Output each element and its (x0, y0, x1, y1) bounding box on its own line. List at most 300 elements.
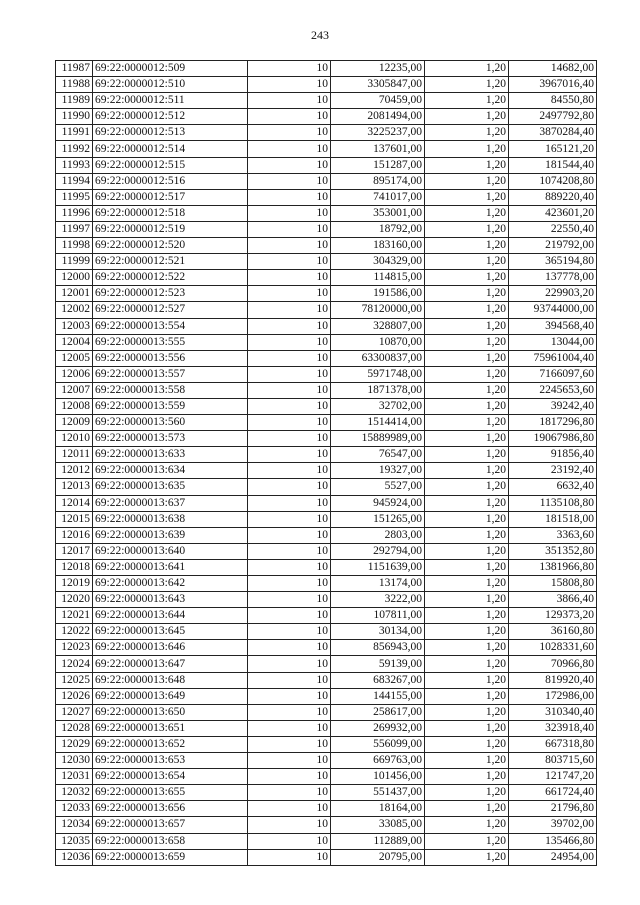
cadastral-number-cell: 69:22:0000012:510 (93, 77, 248, 93)
row-number-cell: 12014 (56, 495, 93, 511)
total-value-cell: 351352,80 (509, 543, 597, 559)
table-row (56, 495, 597, 511)
cadastral-number-cell: 69:22:0000013:656 (93, 801, 248, 817)
base-value-cell: 78120000,00 (331, 302, 425, 318)
coefficient-cell: 1,20 (425, 672, 509, 688)
total-value-cell: 93744000,00 (509, 302, 597, 318)
total-value-cell: 2497792,80 (509, 109, 597, 125)
table-row (56, 624, 597, 640)
row-number-cell: 12001 (56, 286, 93, 302)
cadastral-number-cell: 69:22:0000013:558 (93, 382, 248, 398)
row-number-cell: 11987 (56, 61, 93, 77)
category-code-cell: 10 (248, 479, 331, 495)
total-value-cell: 661724,40 (509, 785, 597, 801)
base-value-cell: 304329,00 (331, 254, 425, 270)
cadastral-number-cell: 69:22:0000012:522 (93, 270, 248, 286)
total-value-cell: 1817296,80 (509, 415, 597, 431)
coefficient-cell: 1,20 (425, 221, 509, 237)
coefficient-cell: 1,20 (425, 302, 509, 318)
row-number-cell: 11996 (56, 205, 93, 221)
category-code-cell: 10 (248, 270, 331, 286)
total-value-cell: 14682,00 (509, 61, 597, 77)
category-code-cell: 10 (248, 447, 331, 463)
category-code-cell: 10 (248, 415, 331, 431)
category-code-cell: 10 (248, 350, 331, 366)
base-value-cell: 945924,00 (331, 495, 425, 511)
total-value-cell: 6632,40 (509, 479, 597, 495)
table-row (56, 318, 597, 334)
total-value-cell: 39702,00 (509, 817, 597, 833)
category-code-cell: 10 (248, 817, 331, 833)
row-number-cell: 12021 (56, 608, 93, 624)
table-row (56, 61, 597, 77)
base-value-cell: 32702,00 (331, 398, 425, 414)
row-number-cell: 12030 (56, 753, 93, 769)
category-code-cell: 10 (248, 656, 331, 672)
category-code-cell: 10 (248, 736, 331, 752)
coefficient-cell: 1,20 (425, 479, 509, 495)
table-row (56, 189, 597, 205)
total-value-cell: 667318,80 (509, 736, 597, 752)
table-row (56, 205, 597, 221)
base-value-cell: 151287,00 (331, 157, 425, 173)
row-number-cell: 11990 (56, 109, 93, 125)
total-value-cell: 36160,80 (509, 624, 597, 640)
cadastral-number-cell: 69:22:0000013:641 (93, 559, 248, 575)
coefficient-cell: 1,20 (425, 559, 509, 575)
category-code-cell: 10 (248, 543, 331, 559)
coefficient-cell: 1,20 (425, 254, 509, 270)
base-value-cell: 19327,00 (331, 463, 425, 479)
total-value-cell: 22550,40 (509, 221, 597, 237)
base-value-cell: 1871378,00 (331, 382, 425, 398)
table-row (56, 769, 597, 785)
category-code-cell: 10 (248, 366, 331, 382)
coefficient-cell: 1,20 (425, 849, 509, 865)
coefficient-cell: 1,20 (425, 93, 509, 109)
base-value-cell: 33085,00 (331, 817, 425, 833)
row-number-cell: 12002 (56, 302, 93, 318)
table-row (56, 431, 597, 447)
category-code-cell: 10 (248, 672, 331, 688)
category-code-cell: 10 (248, 205, 331, 221)
table-row (56, 817, 597, 833)
row-number-cell: 12035 (56, 833, 93, 849)
total-value-cell: 310340,40 (509, 704, 597, 720)
row-number-cell: 12036 (56, 849, 93, 865)
table-row (56, 238, 597, 254)
row-number-cell: 11988 (56, 77, 93, 93)
table-row (56, 77, 597, 93)
base-value-cell: 669763,00 (331, 753, 425, 769)
cadastral-number-cell: 69:22:0000012:521 (93, 254, 248, 270)
row-number-cell: 12018 (56, 559, 93, 575)
category-code-cell: 10 (248, 173, 331, 189)
base-value-cell: 895174,00 (331, 173, 425, 189)
row-number-cell: 12020 (56, 592, 93, 608)
coefficient-cell: 1,20 (425, 527, 509, 543)
row-number-cell: 12025 (56, 672, 93, 688)
table-row (56, 302, 597, 318)
coefficient-cell: 1,20 (425, 350, 509, 366)
row-number-cell: 12027 (56, 704, 93, 720)
category-code-cell: 10 (248, 640, 331, 656)
base-value-cell: 741017,00 (331, 189, 425, 205)
coefficient-cell: 1,20 (425, 447, 509, 463)
cadastral-number-cell: 69:22:0000013:645 (93, 624, 248, 640)
row-number-cell: 12003 (56, 318, 93, 334)
table-row (56, 479, 597, 495)
table-row (56, 656, 597, 672)
cadastral-number-cell: 69:22:0000013:650 (93, 704, 248, 720)
total-value-cell: 394568,40 (509, 318, 597, 334)
row-number-cell: 12016 (56, 527, 93, 543)
base-value-cell: 114815,00 (331, 270, 425, 286)
total-value-cell: 24954,00 (509, 849, 597, 865)
table-row (56, 173, 597, 189)
cadastral-number-cell: 69:22:0000012:515 (93, 157, 248, 173)
cadastral-number-cell: 69:22:0000013:659 (93, 849, 248, 865)
cadastral-number-cell: 69:22:0000013:640 (93, 543, 248, 559)
row-number-cell: 12011 (56, 447, 93, 463)
base-value-cell: 551437,00 (331, 785, 425, 801)
total-value-cell: 7166097,60 (509, 366, 597, 382)
table-row (56, 286, 597, 302)
cadastral-number-cell: 69:22:0000013:560 (93, 415, 248, 431)
category-code-cell: 10 (248, 141, 331, 157)
row-number-cell: 12026 (56, 688, 93, 704)
category-code-cell: 10 (248, 753, 331, 769)
cadastral-number-cell: 69:22:0000012:513 (93, 125, 248, 141)
coefficient-cell: 1,20 (425, 366, 509, 382)
total-value-cell: 2245653,60 (509, 382, 597, 398)
table-row (56, 785, 597, 801)
category-code-cell: 10 (248, 720, 331, 736)
row-number-cell: 12004 (56, 334, 93, 350)
category-code-cell: 10 (248, 801, 331, 817)
row-number-cell: 11999 (56, 254, 93, 270)
coefficient-cell: 1,20 (425, 189, 509, 205)
category-code-cell: 10 (248, 688, 331, 704)
cadastral-number-cell: 69:22:0000012:520 (93, 238, 248, 254)
coefficient-cell: 1,20 (425, 173, 509, 189)
total-value-cell: 181544,40 (509, 157, 597, 173)
coefficient-cell: 1,20 (425, 736, 509, 752)
row-number-cell: 12000 (56, 270, 93, 286)
category-code-cell: 10 (248, 431, 331, 447)
base-value-cell: 13174,00 (331, 576, 425, 592)
coefficient-cell: 1,20 (425, 125, 509, 141)
coefficient-cell: 1,20 (425, 141, 509, 157)
row-number-cell: 11992 (56, 141, 93, 157)
base-value-cell: 856943,00 (331, 640, 425, 656)
table-row (56, 576, 597, 592)
row-number-cell: 12007 (56, 382, 93, 398)
cadastral-number-cell: 69:22:0000013:642 (93, 576, 248, 592)
row-number-cell: 12023 (56, 640, 93, 656)
coefficient-cell: 1,20 (425, 398, 509, 414)
cadastral-number-cell: 69:22:0000013:556 (93, 350, 248, 366)
category-code-cell: 10 (248, 318, 331, 334)
cadastral-number-cell: 69:22:0000013:557 (93, 366, 248, 382)
base-value-cell: 10870,00 (331, 334, 425, 350)
cadastral-number-cell: 69:22:0000012:517 (93, 189, 248, 205)
table-row (56, 141, 597, 157)
coefficient-cell: 1,20 (425, 543, 509, 559)
category-code-cell: 10 (248, 849, 331, 865)
cadastral-number-cell: 69:22:0000013:653 (93, 753, 248, 769)
coefficient-cell: 1,20 (425, 109, 509, 125)
cadastral-number-cell: 69:22:0000013:654 (93, 769, 248, 785)
cadastral-number-cell: 69:22:0000012:516 (93, 173, 248, 189)
base-value-cell: 15889989,00 (331, 431, 425, 447)
cadastral-number-cell: 69:22:0000013:646 (93, 640, 248, 656)
category-code-cell: 10 (248, 382, 331, 398)
row-number-cell: 12013 (56, 479, 93, 495)
coefficient-cell: 1,20 (425, 656, 509, 672)
coefficient-cell: 1,20 (425, 592, 509, 608)
table-row (56, 398, 597, 414)
base-value-cell: 12235,00 (331, 61, 425, 77)
total-value-cell: 137778,00 (509, 270, 597, 286)
cadastral-number-cell: 69:22:0000012:519 (93, 221, 248, 237)
coefficient-cell: 1,20 (425, 688, 509, 704)
base-value-cell: 183160,00 (331, 238, 425, 254)
coefficient-cell: 1,20 (425, 833, 509, 849)
category-code-cell: 10 (248, 157, 331, 173)
category-code-cell: 10 (248, 398, 331, 414)
total-value-cell: 889220,40 (509, 189, 597, 205)
table-row (56, 221, 597, 237)
category-code-cell: 10 (248, 302, 331, 318)
base-value-cell: 269932,00 (331, 720, 425, 736)
base-value-cell: 18164,00 (331, 801, 425, 817)
coefficient-cell: 1,20 (425, 238, 509, 254)
coefficient-cell: 1,20 (425, 769, 509, 785)
row-number-cell: 12033 (56, 801, 93, 817)
row-number-cell: 12024 (56, 656, 93, 672)
total-value-cell: 3870284,40 (509, 125, 597, 141)
coefficient-cell: 1,20 (425, 817, 509, 833)
cadastral-number-cell: 69:22:0000013:554 (93, 318, 248, 334)
coefficient-cell: 1,20 (425, 495, 509, 511)
total-value-cell: 819920,40 (509, 672, 597, 688)
base-value-cell: 63300837,00 (331, 350, 425, 366)
coefficient-cell: 1,20 (425, 608, 509, 624)
coefficient-cell: 1,20 (425, 286, 509, 302)
category-code-cell: 10 (248, 608, 331, 624)
table-row (56, 720, 597, 736)
coefficient-cell: 1,20 (425, 624, 509, 640)
table-row (56, 753, 597, 769)
table-row (56, 254, 597, 270)
base-value-cell: 292794,00 (331, 543, 425, 559)
table-row (56, 704, 597, 720)
base-value-cell: 101456,00 (331, 769, 425, 785)
cadastral-number-cell: 69:22:0000013:555 (93, 334, 248, 350)
row-number-cell: 12022 (56, 624, 93, 640)
table-row (56, 527, 597, 543)
page-number: 243 (311, 28, 329, 42)
table-row (56, 447, 597, 463)
row-number-cell: 11998 (56, 238, 93, 254)
category-code-cell: 10 (248, 511, 331, 527)
cadastral-number-cell: 69:22:0000013:658 (93, 833, 248, 849)
row-number-cell: 11994 (56, 173, 93, 189)
base-value-cell: 683267,00 (331, 672, 425, 688)
cadastral-number-cell: 69:22:0000012:527 (93, 302, 248, 318)
table-row (56, 157, 597, 173)
row-number-cell: 11989 (56, 93, 93, 109)
base-value-cell: 70459,00 (331, 93, 425, 109)
base-value-cell: 137601,00 (331, 141, 425, 157)
table-row (56, 463, 597, 479)
cadastral-number-cell: 69:22:0000012:518 (93, 205, 248, 221)
cadastral-number-cell: 69:22:0000013:634 (93, 463, 248, 479)
category-code-cell: 10 (248, 93, 331, 109)
row-number-cell: 12006 (56, 366, 93, 382)
cadastral-number-cell: 69:22:0000012:511 (93, 93, 248, 109)
total-value-cell: 181518,00 (509, 511, 597, 527)
coefficient-cell: 1,20 (425, 270, 509, 286)
table-row (56, 366, 597, 382)
cadastral-number-cell: 69:22:0000013:649 (93, 688, 248, 704)
table-row (56, 672, 597, 688)
total-value-cell: 1135108,80 (509, 495, 597, 511)
category-code-cell: 10 (248, 109, 331, 125)
total-value-cell: 135466,80 (509, 833, 597, 849)
coefficient-cell: 1,20 (425, 205, 509, 221)
table-row (56, 640, 597, 656)
coefficient-cell: 1,20 (425, 157, 509, 173)
row-number-cell: 12015 (56, 511, 93, 527)
total-value-cell: 3967016,40 (509, 77, 597, 93)
table-row (56, 849, 597, 865)
coefficient-cell: 1,20 (425, 334, 509, 350)
coefficient-cell: 1,20 (425, 415, 509, 431)
row-number-cell: 12031 (56, 769, 93, 785)
coefficient-cell: 1,20 (425, 77, 509, 93)
base-value-cell: 107811,00 (331, 608, 425, 624)
cadastral-value-table (55, 60, 597, 866)
total-value-cell: 91856,40 (509, 447, 597, 463)
row-number-cell: 11995 (56, 189, 93, 205)
base-value-cell: 3305847,00 (331, 77, 425, 93)
row-number-cell: 12019 (56, 576, 93, 592)
cadastral-number-cell: 69:22:0000012:509 (93, 61, 248, 77)
category-code-cell: 10 (248, 334, 331, 350)
category-code-cell: 10 (248, 559, 331, 575)
row-number-cell: 12017 (56, 543, 93, 559)
coefficient-cell: 1,20 (425, 753, 509, 769)
row-number-cell: 12005 (56, 350, 93, 366)
table-row (56, 415, 597, 431)
table-row (56, 608, 597, 624)
base-value-cell: 20795,00 (331, 849, 425, 865)
total-value-cell: 165121,20 (509, 141, 597, 157)
category-code-cell: 10 (248, 833, 331, 849)
row-number-cell: 12032 (56, 785, 93, 801)
cadastral-number-cell: 69:22:0000013:638 (93, 511, 248, 527)
table-row (56, 559, 597, 575)
total-value-cell: 365194,80 (509, 254, 597, 270)
table-row (56, 93, 597, 109)
category-code-cell: 10 (248, 592, 331, 608)
row-number-cell: 12028 (56, 720, 93, 736)
category-code-cell: 10 (248, 785, 331, 801)
base-value-cell: 258617,00 (331, 704, 425, 720)
table-row (56, 833, 597, 849)
row-number-cell: 11997 (56, 221, 93, 237)
category-code-cell: 10 (248, 238, 331, 254)
cadastral-number-cell: 69:22:0000013:651 (93, 720, 248, 736)
base-value-cell: 151265,00 (331, 511, 425, 527)
category-code-cell: 10 (248, 286, 331, 302)
total-value-cell: 23192,40 (509, 463, 597, 479)
row-number-cell: 11991 (56, 125, 93, 141)
category-code-cell: 10 (248, 125, 331, 141)
cadastral-number-cell: 69:22:0000013:637 (93, 495, 248, 511)
coefficient-cell: 1,20 (425, 785, 509, 801)
total-value-cell: 129373,20 (509, 608, 597, 624)
category-code-cell: 10 (248, 704, 331, 720)
table-row (56, 382, 597, 398)
table-row (56, 736, 597, 752)
cadastral-number-cell: 69:22:0000013:633 (93, 447, 248, 463)
category-code-cell: 10 (248, 624, 331, 640)
row-number-cell: 12008 (56, 398, 93, 414)
base-value-cell: 1151639,00 (331, 559, 425, 575)
total-value-cell: 39242,40 (509, 398, 597, 414)
total-value-cell: 19067986,80 (509, 431, 597, 447)
category-code-cell: 10 (248, 576, 331, 592)
base-value-cell: 144155,00 (331, 688, 425, 704)
base-value-cell: 112889,00 (331, 833, 425, 849)
cadastral-number-cell: 69:22:0000013:559 (93, 398, 248, 414)
base-value-cell: 3222,00 (331, 592, 425, 608)
row-number-cell: 12009 (56, 415, 93, 431)
coefficient-cell: 1,20 (425, 704, 509, 720)
base-value-cell: 76547,00 (331, 447, 425, 463)
cadastral-number-cell: 69:22:0000012:514 (93, 141, 248, 157)
row-number-cell: 12012 (56, 463, 93, 479)
category-code-cell: 10 (248, 463, 331, 479)
coefficient-cell: 1,20 (425, 576, 509, 592)
base-value-cell: 59139,00 (331, 656, 425, 672)
table-row (56, 350, 597, 366)
category-code-cell: 10 (248, 254, 331, 270)
table-row (56, 125, 597, 141)
base-value-cell: 30134,00 (331, 624, 425, 640)
cadastral-number-cell: 69:22:0000012:512 (93, 109, 248, 125)
cadastral-number-cell: 69:22:0000013:639 (93, 527, 248, 543)
row-number-cell: 12010 (56, 431, 93, 447)
total-value-cell: 172986,00 (509, 688, 597, 704)
total-value-cell: 70966,80 (509, 656, 597, 672)
total-value-cell: 3363,60 (509, 527, 597, 543)
coefficient-cell: 1,20 (425, 801, 509, 817)
total-value-cell: 219792,00 (509, 238, 597, 254)
total-value-cell: 1381966,80 (509, 559, 597, 575)
total-value-cell: 803715,60 (509, 753, 597, 769)
table-row (56, 511, 597, 527)
base-value-cell: 1514414,00 (331, 415, 425, 431)
total-value-cell: 15808,80 (509, 576, 597, 592)
total-value-cell: 21796,80 (509, 801, 597, 817)
total-value-cell: 121747,20 (509, 769, 597, 785)
total-value-cell: 1074208,80 (509, 173, 597, 189)
coefficient-cell: 1,20 (425, 463, 509, 479)
